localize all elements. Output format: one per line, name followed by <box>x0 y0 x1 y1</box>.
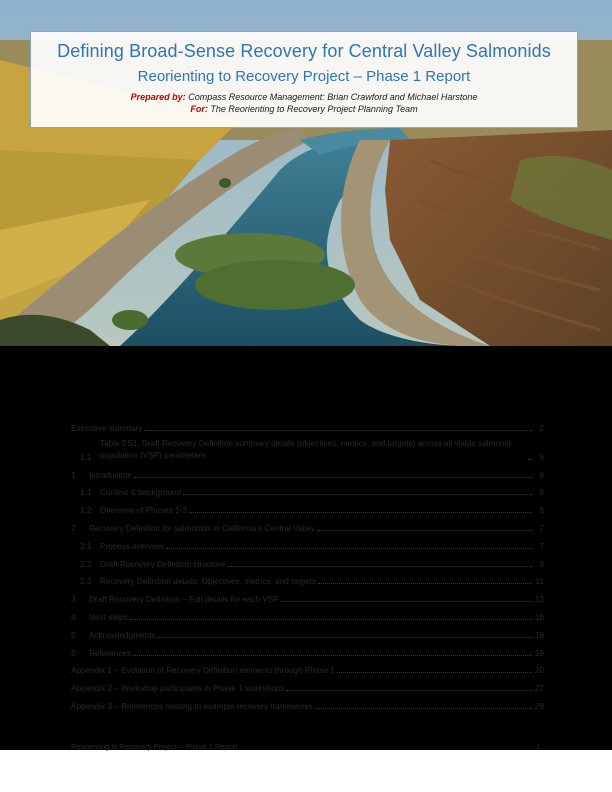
toc-entry-number: 1.2 <box>80 506 92 516</box>
toc-entry-text: Introduction <box>89 470 132 480</box>
for-text: The Reorienting to Recovery Project Planning Team <box>210 104 418 114</box>
toc-entry-appendix-1[interactable] <box>71 658 544 676</box>
page-footer <box>71 742 540 751</box>
toc-entry-page: 18 <box>534 612 544 622</box>
toc-leader-dots <box>157 637 532 638</box>
toc-entry-text: Next steps <box>89 612 128 622</box>
toc-entry-page: 2 <box>539 423 544 433</box>
cover-title-box <box>30 31 578 128</box>
toc-entry-text: Appendix 1 – Evolution of Recovery Definition elements through Phase 1 <box>71 666 335 676</box>
toc-entry-number: 5 <box>71 630 76 640</box>
toc-entry-text: Draft Recovery Definition structure <box>100 559 226 569</box>
toc-entry-text: Executive summary <box>71 423 143 433</box>
prepared-by-label: Prepared by: <box>130 92 186 102</box>
toc-entry-number: 1.1 <box>80 452 92 462</box>
toc-entry-number: 2 <box>71 523 76 533</box>
toc-entry-text: Overview of Phases 1-3 <box>100 506 187 516</box>
toc-entry-page: 9 <box>539 559 544 569</box>
toc-entry-appendix-3[interactable] <box>71 693 544 711</box>
toc-entry-acknowledgments[interactable] <box>71 622 544 640</box>
toc-entry-page: 13 <box>534 595 544 605</box>
toc-leader-dots <box>227 566 532 567</box>
table-of-contents <box>71 415 544 711</box>
toc-leader-dots <box>281 601 532 602</box>
toc-entry-process-overview[interactable] <box>71 533 544 551</box>
toc-entry-number: 6 <box>71 648 76 658</box>
toc-entry-number: 3 <box>71 595 76 605</box>
toc-entry-page: 6 <box>539 488 544 498</box>
prepared-by-line <box>31 92 577 102</box>
toc-entry-number: 2.1 <box>80 541 92 551</box>
toc-entry-number: 1 <box>71 470 76 480</box>
toc-entry-definition-structure[interactable] <box>71 551 544 569</box>
toc-entry-page: 5 <box>539 452 544 462</box>
toc-leader-dots <box>528 459 532 460</box>
toc-leader-dots <box>337 672 532 673</box>
footer-report-name: Reorienting to Recovery Project – Phase 1 Report <box>71 742 238 751</box>
toc-leader-dots <box>133 655 532 656</box>
toc-leader-dots <box>130 619 532 620</box>
toc-entry-text: Recovery Definition details: Objectives, metrics, and targets <box>100 577 317 587</box>
toc-entry-text: References <box>89 648 131 658</box>
toc-entry-next-steps[interactable] <box>71 604 544 622</box>
toc-leader-dots <box>166 548 532 549</box>
toc-leader-dots <box>189 512 532 513</box>
toc-entry-overview-phases[interactable] <box>71 497 544 515</box>
toc-entry-text: Context & background <box>100 488 182 498</box>
toc-entry-page: 7 <box>539 541 544 551</box>
toc-entry-table-es1[interactable] <box>71 433 544 462</box>
toc-entry-definition-details[interactable] <box>71 569 544 587</box>
toc-leader-dots <box>286 690 532 691</box>
toc-entry-number: 2.3 <box>80 577 92 587</box>
toc-entry-appendix-2[interactable] <box>71 675 544 693</box>
toc-entry-page: 28 <box>534 701 544 711</box>
toc-entry-page: 7 <box>539 523 544 533</box>
toc-leader-dots <box>183 494 532 495</box>
prepared-by-text: Compass Resource Management: Brian Crawford and Michael Harstone <box>188 92 478 102</box>
toc-entry-text: Acknowledgments <box>89 630 156 640</box>
toc-entry-recovery-definition[interactable] <box>71 515 544 533</box>
report-title: Defining Broad-Sense Recovery for Central Valley Salmonids <box>57 41 551 61</box>
toc-entry-context[interactable] <box>71 480 544 498</box>
toc-entry-text: Table ES1. Draft Recovery Definition summary details (objectives, metrics, and targets) across all viable salmonid population (VSP) parameters <box>100 438 511 460</box>
toc-entry-references[interactable] <box>71 640 544 658</box>
toc-entry-page: 19 <box>534 648 544 658</box>
toc-entry-executive-summary[interactable] <box>71 415 544 433</box>
toc-entry-number: 4 <box>71 612 76 622</box>
toc-entry-introduction[interactable] <box>71 462 544 480</box>
toc-entry-number: 1.1 <box>80 488 92 498</box>
footer-page-number: 1 <box>535 742 540 751</box>
toc-leader-dots <box>134 477 532 478</box>
toc-entry-page: 6 <box>539 470 544 480</box>
toc-entry-full-details[interactable] <box>71 586 544 604</box>
toc-leader-dots <box>318 583 532 584</box>
toc-entry-text: Appendix 2 – Workshop participants in Phase 1 workshops <box>71 684 285 694</box>
toc-entry-page: 18 <box>534 630 544 640</box>
toc-leader-dots <box>317 530 532 531</box>
for-label: For: <box>190 104 208 114</box>
toc-entry-text: Recovery Definition for salmonids in California’s Central Valley <box>89 523 315 533</box>
toc-leader-dots <box>315 708 532 709</box>
toc-entry-page: 6 <box>539 506 544 516</box>
toc-entry-page: 27 <box>534 684 544 694</box>
toc-leader-dots <box>144 430 532 431</box>
for-line <box>31 104 577 114</box>
toc-entry-text: Process overview <box>100 541 165 551</box>
report-subtitle: Reorienting to Recovery Project – Phase 1 Report <box>137 68 471 85</box>
toc-entry-number: 2.2 <box>80 559 92 569</box>
toc-entry-text: Appendix 3 – References relating to example recovery frameworks <box>71 701 313 711</box>
toc-entry-page: 20 <box>534 666 544 676</box>
toc-entry-text: Draft Recovery Definition – Full details for each VSP <box>89 595 279 605</box>
toc-entry-page: 11 <box>535 577 544 587</box>
